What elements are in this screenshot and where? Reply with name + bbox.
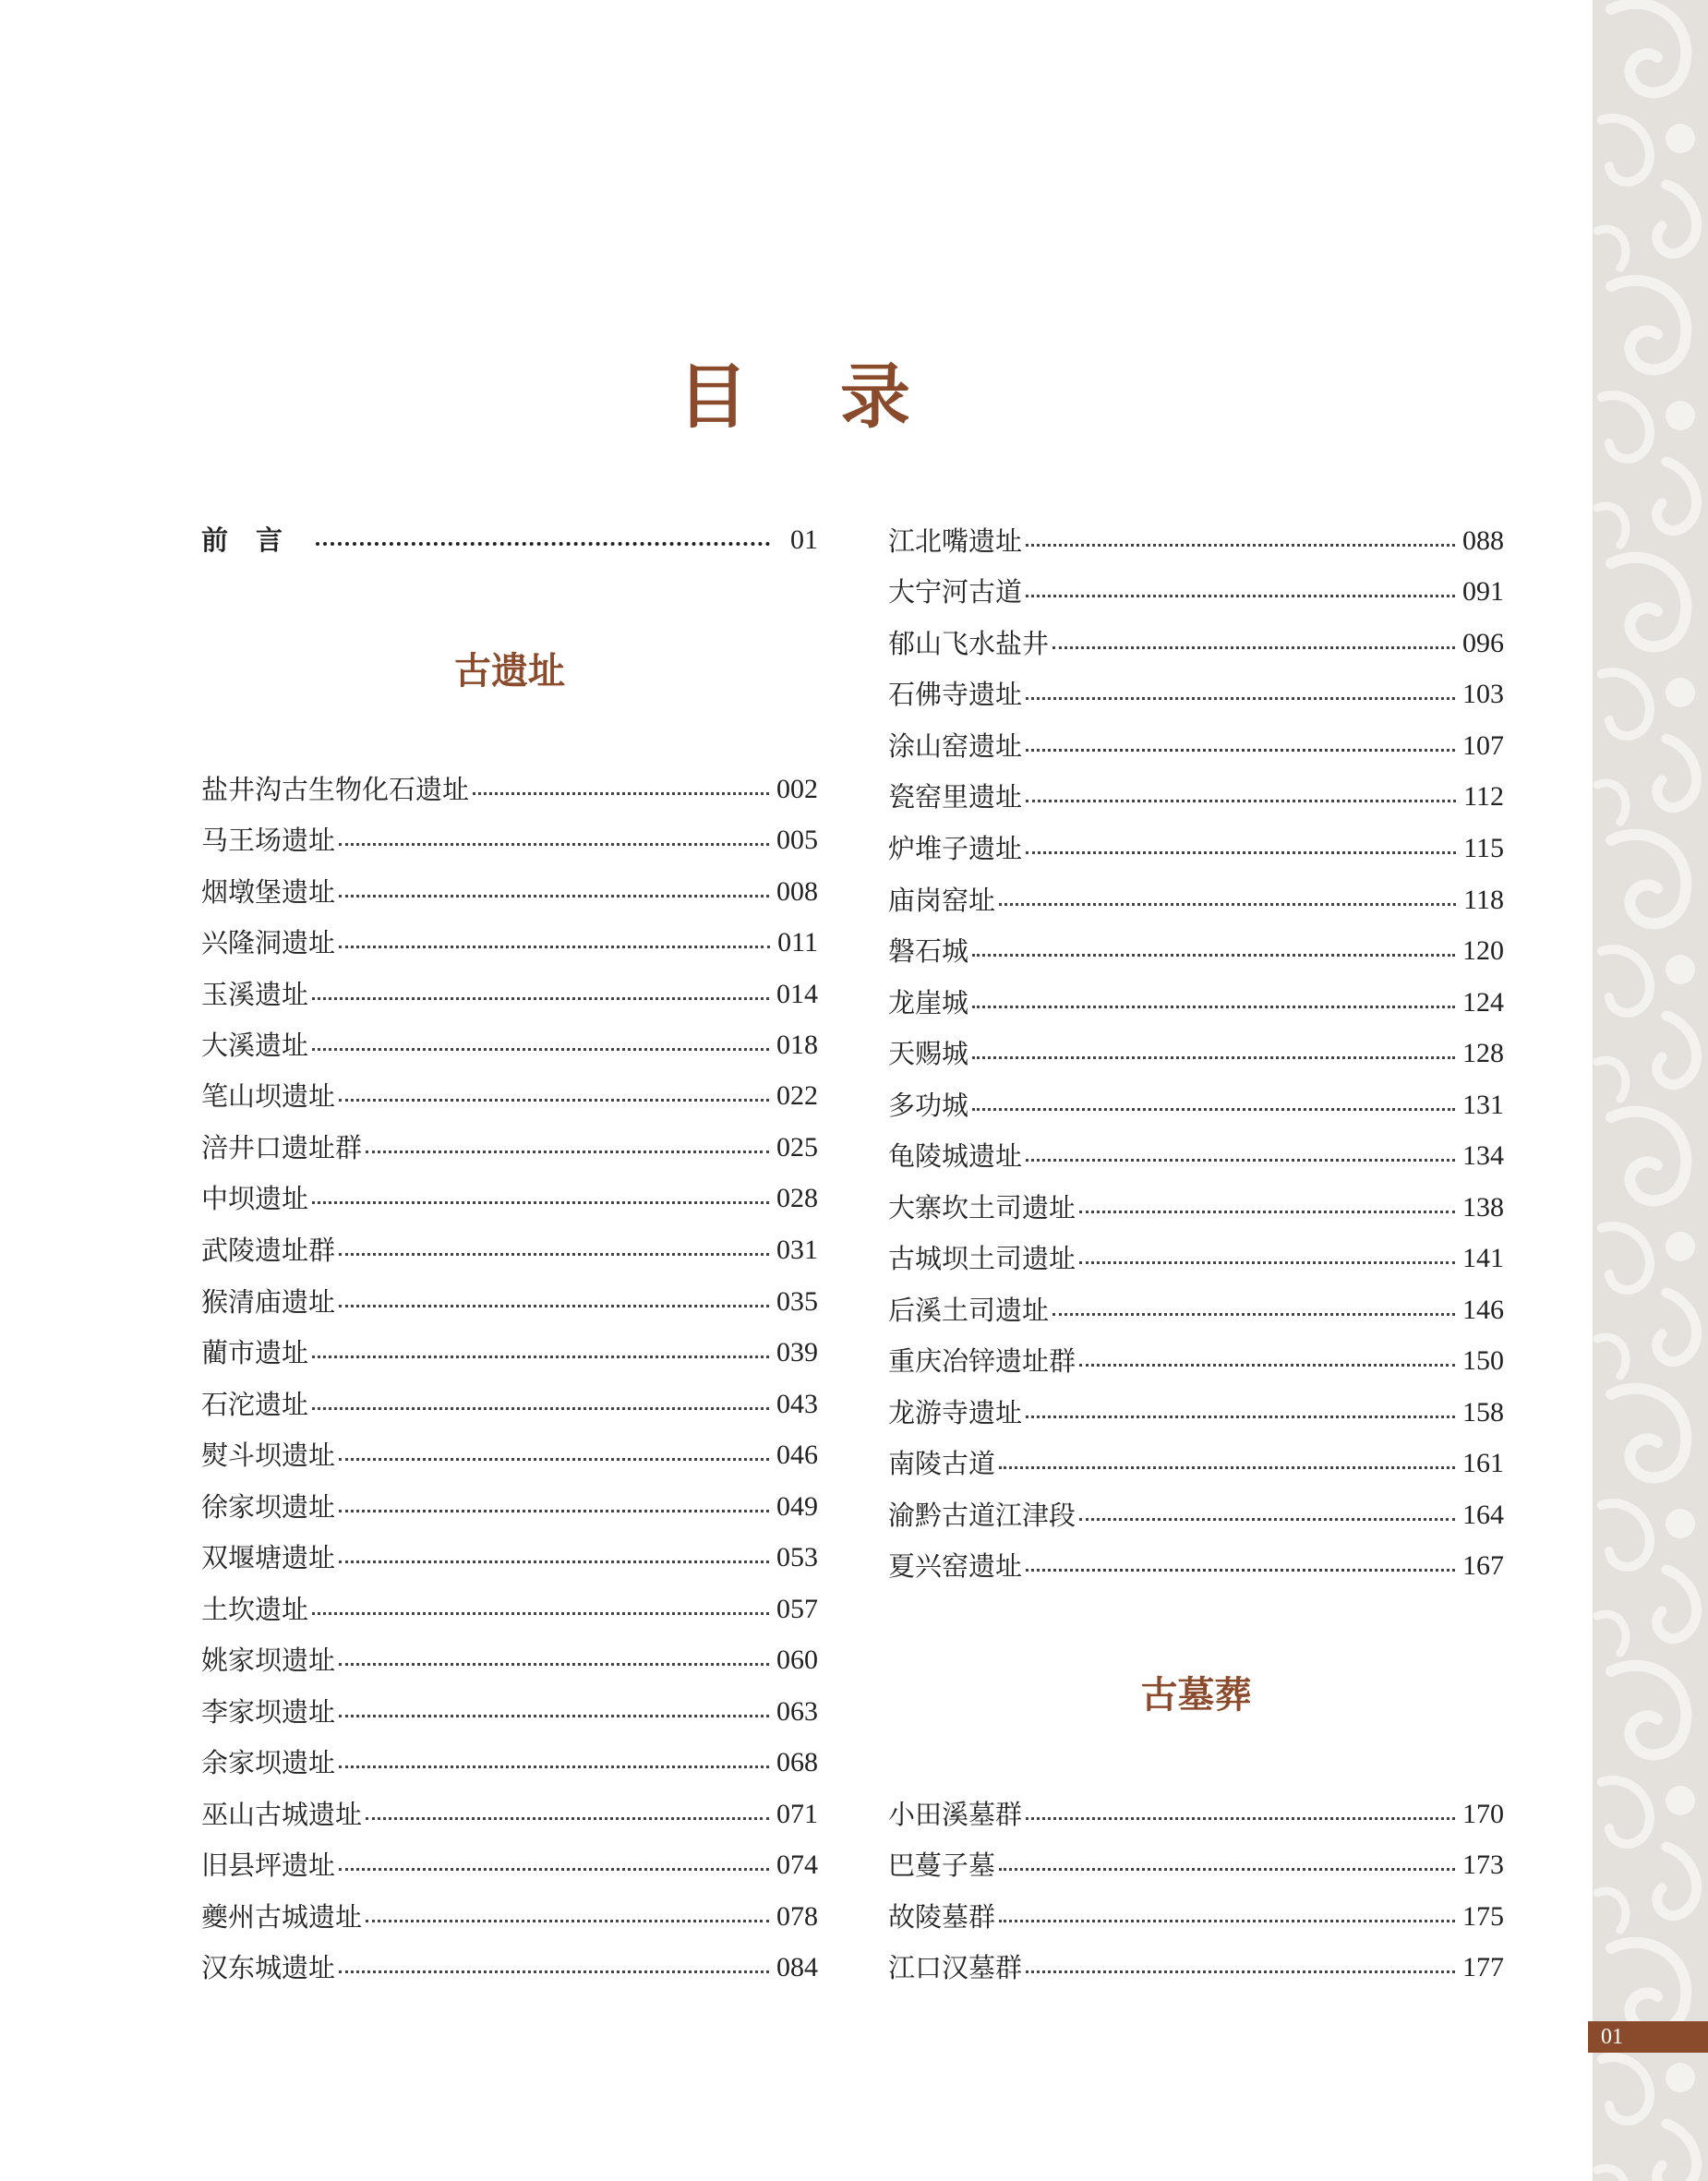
entry-page: 173 [1462,1850,1504,1880]
entry-title: 前言 [201,524,311,556]
entry-title: 重庆冶锌遗址群 [888,1345,1077,1377]
dot-leader [339,895,769,898]
toc-entry[interactable] [201,1129,818,1166]
entry-title: 盐井沟古生物化石遗址 [201,774,470,805]
dot-leader [1026,1817,1455,1820]
dot-leader [366,1920,769,1922]
section-heading: 古遗址 [454,650,565,693]
entry-page: 128 [1462,1038,1504,1068]
entry-title: 马王场遗址 [201,825,336,856]
entry-title: 瓷窑里遗址 [888,781,1023,813]
entry-title: 藺市遗址 [201,1337,309,1368]
dot-leader [1079,1261,1455,1264]
dot-leader [312,1048,769,1051]
dot-leader [1079,1211,1455,1213]
entry-page: 134 [1462,1140,1504,1171]
toc-entry-preface[interactable] [201,522,818,559]
toc-entry[interactable] [888,830,1504,867]
toc-entry[interactable] [201,1386,818,1423]
entry-title: 武陵遗址群 [201,1235,336,1266]
toc-entry[interactable] [888,1548,1504,1585]
entry-page: 005 [776,825,818,855]
entry-title: 熨斗坝遗址 [201,1440,336,1471]
entry-page: 175 [1462,1901,1504,1932]
entry-page: 088 [1462,525,1504,556]
entry-title: 夔州古城遗址 [201,1901,363,1933]
toc-entry[interactable] [888,1949,1504,1986]
entry-page: 046 [776,1440,818,1470]
entry-page: 035 [776,1286,818,1317]
entry-title: 巴蔓子墓 [888,1850,996,1881]
dot-leader [1026,697,1455,700]
entry-page: 060 [776,1645,818,1675]
entry-title: 渝黔古道江津段 [888,1500,1077,1531]
toc-entry[interactable] [888,1497,1504,1534]
dot-leader [999,1868,1455,1871]
entry-title: 徐家坝遗址 [201,1491,336,1523]
entry-page: 014 [776,979,818,1009]
entry-page: 091 [1462,576,1504,607]
toc-entry[interactable] [201,1334,818,1371]
entry-title: 烟墩堡遗址 [201,876,336,908]
entry-title: 多功城 [888,1090,969,1121]
dot-leader [1079,1518,1455,1521]
entry-page: 043 [776,1389,818,1419]
entry-page: 161 [1462,1448,1504,1478]
entry-title: 磐石城 [888,935,969,967]
toc-entry[interactable] [201,1642,818,1679]
toc-entry[interactable] [201,1488,818,1525]
dot-leader [1026,1159,1455,1162]
toc-entry[interactable] [201,771,818,808]
entry-title: 汉东城遗址 [201,1952,336,1983]
entry-title: 双堰塘遗址 [201,1542,336,1573]
toc-entry[interactable] [888,676,1504,713]
entry-page: 063 [776,1696,818,1727]
entry-title: 江北嘴遗址 [888,525,1023,557]
entry-title: 夏兴窑遗址 [888,1550,1023,1582]
dot-leader [366,1151,769,1153]
entry-title: 龙崖城 [888,987,969,1018]
entry-title: 故陵墓群 [888,1901,996,1933]
toc-entry[interactable] [888,984,1504,1021]
toc-entry[interactable] [201,976,818,1013]
page-title: 目录 [678,355,1003,438]
entry-title: 大宁河古道 [888,576,1023,608]
entry-page: 170 [1462,1799,1504,1829]
entry-title: 古城坝土司遗址 [888,1243,1077,1274]
dot-leader [1079,1364,1455,1367]
entry-page: 120 [1462,935,1504,966]
toc-entry[interactable] [888,1292,1504,1329]
toc-entry[interactable] [888,1394,1504,1431]
entry-page: 146 [1462,1295,1504,1325]
entry-title: 小田溪墓群 [888,1799,1023,1830]
dot-leader [1026,800,1456,802]
entry-page: 071 [776,1799,818,1829]
entry-page: 068 [776,1747,818,1777]
dot-leader [316,542,770,546]
toc-entry[interactable] [201,1437,818,1474]
entry-title: 巫山古城遗址 [201,1799,363,1830]
dot-leader [339,1099,769,1102]
entry-page: 028 [776,1183,818,1213]
entry-page: 115 [1463,833,1504,863]
toc-entry[interactable] [888,625,1504,662]
entry-title: 余家坝遗址 [201,1747,336,1778]
toc-entry[interactable] [888,882,1504,919]
entry-page: 025 [776,1132,818,1163]
toc-entry[interactable] [201,822,818,859]
toc-entry[interactable] [201,1539,818,1576]
dot-leader [312,1201,769,1204]
dot-leader [999,1920,1455,1922]
entry-page: 103 [1462,679,1504,709]
dot-leader [339,1305,769,1307]
toc-entry[interactable] [201,1027,818,1064]
toc-entry[interactable] [888,523,1504,560]
toc-entry[interactable] [888,1189,1504,1226]
entry-title: 猴清庙遗址 [201,1286,336,1318]
page-number: 01 [1588,2021,1708,2053]
toc-entry[interactable] [888,1087,1504,1124]
toc-entry[interactable] [888,728,1504,765]
entry-title: 炉堆子遗址 [888,833,1023,864]
entry-page: 074 [776,1850,818,1880]
entry-title: 涂山窑遗址 [888,730,1023,762]
dot-leader [972,954,1455,957]
entry-page: 096 [1462,628,1504,658]
entry-page: 131 [1462,1090,1504,1120]
dot-leader [1026,1569,1455,1572]
entry-title: 笔山坝遗址 [201,1080,336,1112]
entry-page: 164 [1462,1500,1504,1530]
dot-leader [972,1006,1455,1008]
entry-title: 土坎遗址 [201,1594,309,1625]
toc-entry[interactable] [201,1078,818,1115]
toc-entry[interactable] [888,1240,1504,1277]
toc-entry[interactable] [201,1949,818,1986]
dot-leader [339,1510,769,1512]
toc-entry[interactable] [201,924,818,961]
toc-entry[interactable] [201,1283,818,1320]
entry-page: 008 [776,876,818,907]
dot-leader [339,946,770,948]
dot-leader [1026,851,1456,854]
entry-page: 124 [1462,987,1504,1018]
dot-leader [312,1407,769,1410]
entry-page: 112 [1463,781,1504,812]
entry-title: 后溪土司遗址 [888,1295,1050,1326]
entry-title: 李家坝遗址 [201,1696,336,1728]
entry-title: 龙游寺遗址 [888,1397,1023,1428]
dot-leader [1026,595,1455,597]
dot-leader [1026,749,1455,752]
entry-page: 118 [1463,885,1504,915]
toc-entry[interactable] [888,1035,1504,1072]
entry-page: 002 [776,774,818,804]
toc-entry[interactable] [888,778,1504,815]
entry-title: 玉溪遗址 [201,979,309,1010]
entry-title: 大寨坎土司遗址 [888,1192,1077,1223]
dot-leader [339,1253,769,1256]
toc-entry[interactable] [201,1232,818,1269]
entry-page: 150 [1462,1345,1504,1376]
toc-entry[interactable] [201,1898,818,1935]
decorative-side-band [1593,0,1708,2181]
entry-page: 022 [776,1080,818,1111]
dot-leader [1052,646,1455,649]
dot-leader [339,1765,769,1768]
dot-leader [972,1056,1455,1059]
entry-page: 018 [776,1030,818,1060]
dot-leader [972,1108,1455,1111]
dot-leader [366,1817,769,1820]
entry-title: 江口汉墓群 [888,1952,1023,1983]
dot-leader [1026,1416,1455,1418]
entry-page: 01 [790,524,818,555]
dot-leader [312,997,769,1000]
dot-leader [339,843,769,846]
toc-entry[interactable] [201,1744,818,1781]
entry-page: 039 [776,1337,818,1368]
entry-page: 053 [776,1542,818,1572]
entry-title: 姚家坝遗址 [201,1645,336,1676]
section-heading: 古墓葬 [1140,1674,1252,1717]
toc-entry[interactable] [888,1898,1504,1935]
entry-page: 141 [1462,1243,1504,1273]
entry-title: 旧县坪遗址 [201,1850,336,1881]
entry-page: 107 [1462,730,1504,761]
toc-entry[interactable] [888,1343,1504,1380]
entry-title: 涪井口遗址群 [201,1132,363,1163]
toc-entry[interactable] [201,1180,818,1217]
entry-page: 057 [776,1594,818,1624]
dot-leader [312,1356,769,1358]
entry-page: 031 [776,1235,818,1265]
entry-page: 084 [776,1952,818,1982]
toc-entry[interactable] [201,874,818,910]
entry-page: 011 [777,927,818,958]
dot-leader [999,1466,1455,1469]
entry-title: 郁山飞水盐井 [888,628,1050,659]
entry-title: 兴隆洞遗址 [201,927,336,958]
entry-title: 石沱遗址 [201,1389,309,1420]
entry-title: 大溪遗址 [201,1030,309,1061]
toc-entry[interactable] [201,1796,818,1833]
entry-page: 177 [1462,1952,1504,1982]
toc-entry[interactable] [888,933,1504,970]
toc-entry[interactable] [888,573,1504,610]
entry-page: 049 [776,1491,818,1522]
dot-leader [339,1868,769,1871]
entry-title: 龟陵城遗址 [888,1140,1023,1172]
dot-leader [339,1458,769,1461]
toc-entry[interactable] [201,1847,818,1884]
toc-entry[interactable] [201,1591,818,1628]
entry-title: 中坝遗址 [201,1183,309,1214]
entry-page: 158 [1462,1397,1504,1428]
dot-leader [1026,544,1455,547]
toc-entry[interactable] [888,1796,1504,1833]
toc-entry[interactable] [888,1138,1504,1175]
dot-leader [339,1715,769,1717]
toc-entry[interactable] [201,1693,818,1730]
ornament-pattern [1593,0,1708,2181]
entry-title: 庙岗窑址 [888,885,996,916]
entry-title: 石佛寺遗址 [888,679,1023,710]
dot-leader [339,1970,769,1973]
dot-leader [473,792,769,795]
dot-leader [339,1560,769,1563]
entry-title: 天赐城 [888,1038,969,1069]
dot-leader [312,1612,769,1615]
dot-leader [339,1663,769,1666]
entry-page: 138 [1462,1192,1504,1223]
entry-title: 南陵古道 [888,1448,996,1479]
toc-entry[interactable] [888,1847,1504,1884]
dot-leader [999,903,1456,906]
entry-page: 078 [776,1901,818,1932]
toc-entry[interactable] [888,1445,1504,1482]
entry-page: 167 [1462,1550,1504,1581]
dot-leader [1026,1970,1455,1973]
dot-leader [1052,1313,1455,1316]
